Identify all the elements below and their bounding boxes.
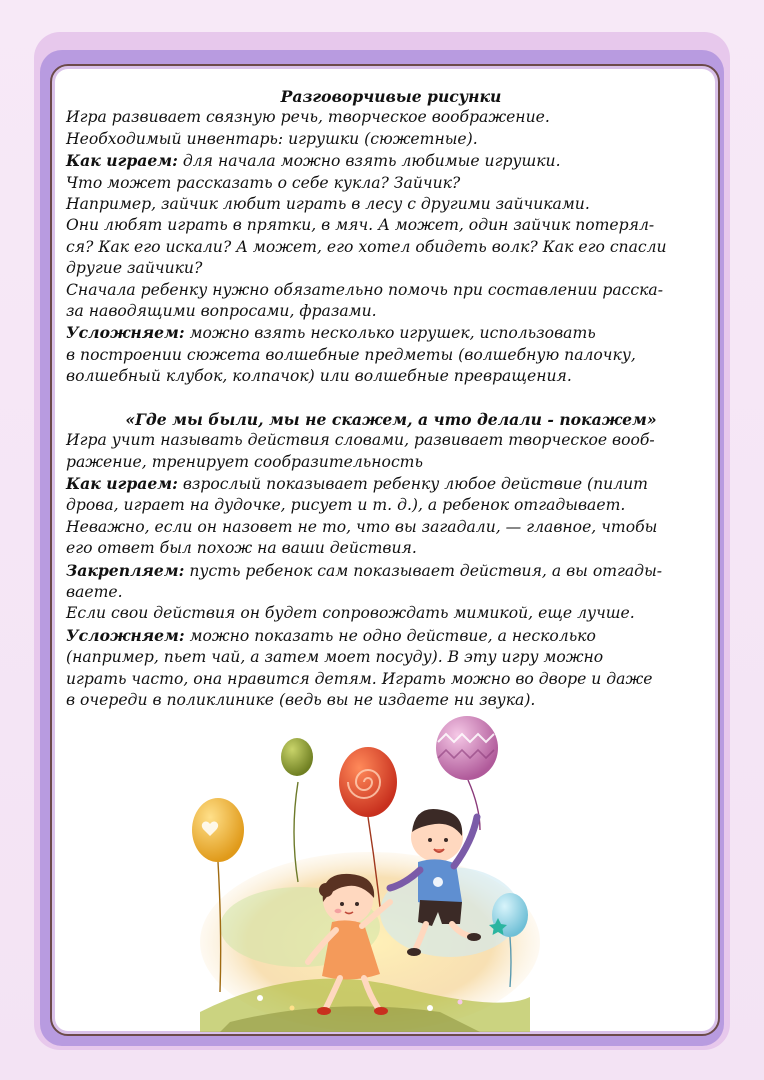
boy-eye <box>428 838 432 842</box>
text-line: Что может рассказать о себе кукла? Зайчик? <box>66 173 461 192</box>
harder-line <box>66 322 716 344</box>
how-to-play-label: Как играем: <box>66 151 178 171</box>
text-line: Они любят играть в прятки, в мяч. А может, один зайчик потерял- <box>66 216 655 235</box>
flower-icon <box>458 1000 463 1005</box>
girl-eye <box>355 902 359 906</box>
harder-line <box>66 625 716 647</box>
flower-icon <box>427 1005 433 1011</box>
section2-title: «Где мы были, мы не скажем, а что делали - покажем» <box>125 409 657 429</box>
children-balloons-illustration <box>180 712 540 1032</box>
article-text <box>66 86 716 711</box>
text-line: дрова, играет на дудочке, рисует и т. д.), а ребенок отгадывает. <box>66 496 626 515</box>
boy-shoe <box>467 933 481 941</box>
shirt-dot <box>433 877 443 887</box>
text-line: Игра развивает связную речь, творческое воображение. <box>66 108 550 127</box>
harder-label: Усложняем: <box>66 625 185 645</box>
text-line: ся? Как его искали? А может, его хотел обидеть волк? Как его спасли <box>66 237 667 256</box>
text-line: волшебный клубок, колпачок) или волшебные превращения. <box>66 367 572 386</box>
balloon-yellow-icon <box>192 798 244 862</box>
text-line: его ответ был похож на ваши действия. <box>66 539 417 558</box>
girl-shoe <box>374 1007 388 1015</box>
girl-shoe <box>317 1007 331 1015</box>
boy-shoe <box>407 948 421 956</box>
flower-icon <box>290 1006 295 1011</box>
girl-bun <box>319 883 333 897</box>
harder-label: Усложняем: <box>66 323 185 343</box>
how-to-play-line <box>66 150 716 172</box>
text-line: Игра учит называть действия словами, развивает творческое вооб- <box>66 431 655 450</box>
boy-eye <box>444 838 448 842</box>
text-line: Неважно, если он назовет не то, что вы загадали, — главное, чтобы <box>66 517 658 536</box>
text-line: Если свои действия он будет сопровождать мимикой, еще лучше. <box>66 604 635 623</box>
section1-title: Разговорчивые рисунки <box>280 87 502 106</box>
balloon-pink-icon <box>436 716 498 780</box>
text-line: Например, зайчик любит играть в лесу с другими зайчиками. <box>66 195 590 214</box>
text-line: ражение, тренирует сообразительность <box>66 452 423 471</box>
how-to-play-line <box>66 473 716 495</box>
text-span: пусть ребенок сам показывает действия, а вы отгады- <box>184 561 663 580</box>
girl-cheek <box>335 909 342 913</box>
text-line: в очереди в поликлинике (ведь вы не издаете ни звука). <box>66 690 536 709</box>
text-line: играть часто, она нравится детям. Играть можно во дворе и даже <box>66 669 653 688</box>
text-span: взрослый показывает ребенку любое действие (пилит <box>177 474 648 493</box>
flower-icon <box>257 995 263 1001</box>
text-line: Необходимый инвентарь: игрушки (сюжетные). <box>66 129 478 148</box>
boy-mouth <box>434 849 444 852</box>
text-line: ваете. <box>66 582 123 601</box>
text-span: можно взять несколько игрушек, использовать <box>184 324 596 343</box>
reinforce-label: Закрепляем: <box>66 560 185 580</box>
balloon-green-icon <box>281 738 313 776</box>
text-line: в построении сюжета волшебные предметы (волшебную палочку, <box>66 345 636 364</box>
text-line: другие зайчики? <box>66 259 203 278</box>
text-line: Сначала ребенку нужно обязательно помочь при составлении расска- <box>66 280 663 299</box>
text-line: за наводящими вопросами, фразами. <box>66 302 377 321</box>
girl-eye <box>340 902 344 906</box>
reinforce-line <box>66 560 716 582</box>
section-spacer <box>66 388 716 409</box>
text-span: для начала можно взять любимые игрушки. <box>177 152 561 171</box>
how-to-play-label: Как играем: <box>66 473 178 493</box>
text-span: можно показать не одно действие, а несколько <box>184 626 596 645</box>
text-line: (например, пьет чай, а затем моет посуду). В эту игру можно <box>66 648 604 667</box>
